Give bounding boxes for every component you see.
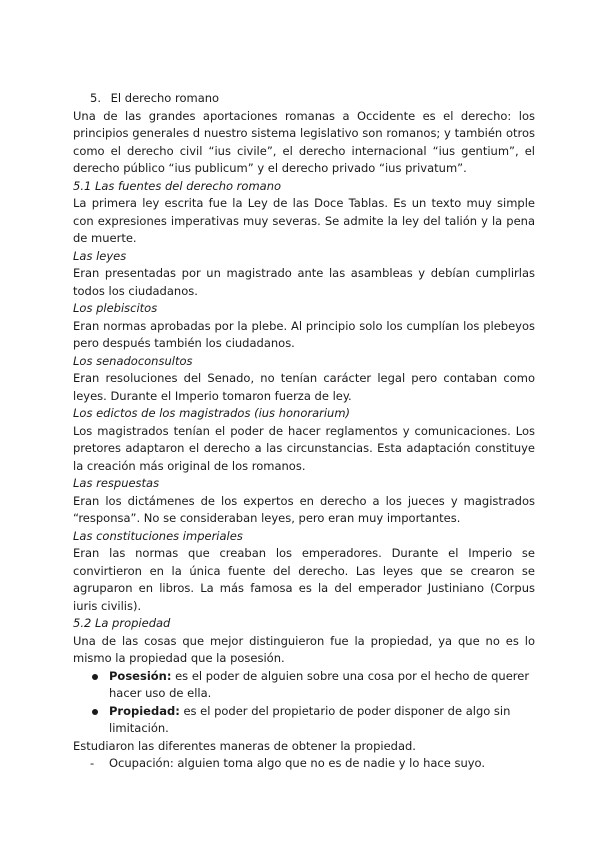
section-number: 5.: [90, 91, 101, 105]
section-heading: [73, 90, 535, 108]
subheading-leyes: Las leyes: [73, 248, 127, 263]
bullet-term: Propiedad:: [109, 703, 180, 718]
bullet-icon: [92, 709, 98, 715]
paragraph-senadoconsultos: Eran resoluciones del Senado, no tenían carácter legal pero contaban como leyes. Durante el Imperio tomaron fuerza de ley.: [73, 371, 535, 403]
subheading-edictos: Los edictos de los magistrados (ius honorarium): [73, 406, 351, 420]
list-item: [73, 703, 535, 738]
list-item: [73, 755, 535, 773]
paragraph-edictos: Los magistrados tenían el poder de hacer reglamentos y comunicaciones. Los pretores adaptaron el derecho a las circunstancias. Esta adaptación constituye la creación más original de los romanos.: [73, 423, 535, 473]
section-title: El derecho romano: [110, 91, 220, 105]
paragraph-leyes: Eran presentadas por un magistrado ante las asambleas y debían cumplirlas todos los ciudadanos.: [73, 266, 535, 298]
bullet-text: es el poder del propietario de poder disponer de algo sin limitación.: [109, 703, 511, 735]
paragraph-propiedad: Una de las cosas que mejor distinguieron fue la propiedad, ya que no es lo mismo la propiedad que la posesión.: [73, 633, 535, 665]
subsection-title-fuentes: 5.1 Las fuentes del derecho romano: [73, 178, 282, 193]
subsection-title-propiedad: 5.2 La propiedad: [73, 616, 171, 630]
subheading-respuestas: Las respuestas: [73, 476, 160, 490]
paragraph-respuestas: Eran los dictámenes de los expertos en derecho a los jueces y magistrados “responsa”. No se consideraban leyes, pero eran muy importantes.: [73, 493, 535, 525]
intro-paragraph: Una de las grandes aportaciones romanas a Occidente es el derecho: los principios generales d nuestro sistema legislativo son romanos; y también otros como el derecho civil “ius civile”, el derecho internacional “ius gentium”, el derecho público “ius publicum” y el derecho privado “ius privatum”.: [73, 108, 535, 175]
paragraph-doce-tablas: La primera ley escrita fue la Ley de las Doce Tablas. Es un texto muy simple con expresiones imperativas muy severas. Se admite la ley del talión y la pena de muerte.: [73, 196, 535, 245]
dash-marker: -: [90, 756, 95, 770]
document-page: [73, 90, 535, 773]
subheading-plebiscitos: Los plebiscitos: [73, 301, 158, 315]
list-item: [73, 668, 535, 703]
subheading-constituciones: Las constituciones imperiales: [73, 528, 243, 543]
bullet-list: [73, 668, 535, 738]
bullet-text: es el poder de alguien sobre una cosa por el hecho de querer hacer uso de ella.: [109, 668, 530, 700]
paragraph-plebiscitos: Eran normas aprobadas por la plebe. Al principio solo los cumplían los plebeyos pero después también los ciudadanos.: [73, 318, 535, 350]
paragraph-constituciones: Eran las normas que creaban los emperadores. Durante el Imperio se convirtieron en la única fuente del derecho. Las leyes que se crearon se agruparon en libros. La más famosa es la del emperador Justiniano (Corpus iuris civilis).: [73, 546, 535, 613]
list-item-text: Ocupación: alguien toma algo que no es de nadie y lo hace suyo.: [109, 756, 486, 770]
subheading-senadoconsultos: Los senadoconsultos: [73, 353, 193, 368]
bullet-icon: [92, 674, 98, 680]
dash-list: [73, 755, 535, 773]
paragraph-maneras: Estudiaron las diferentes maneras de obtener la propiedad.: [73, 738, 416, 753]
bullet-term: Posesión:: [109, 668, 172, 683]
